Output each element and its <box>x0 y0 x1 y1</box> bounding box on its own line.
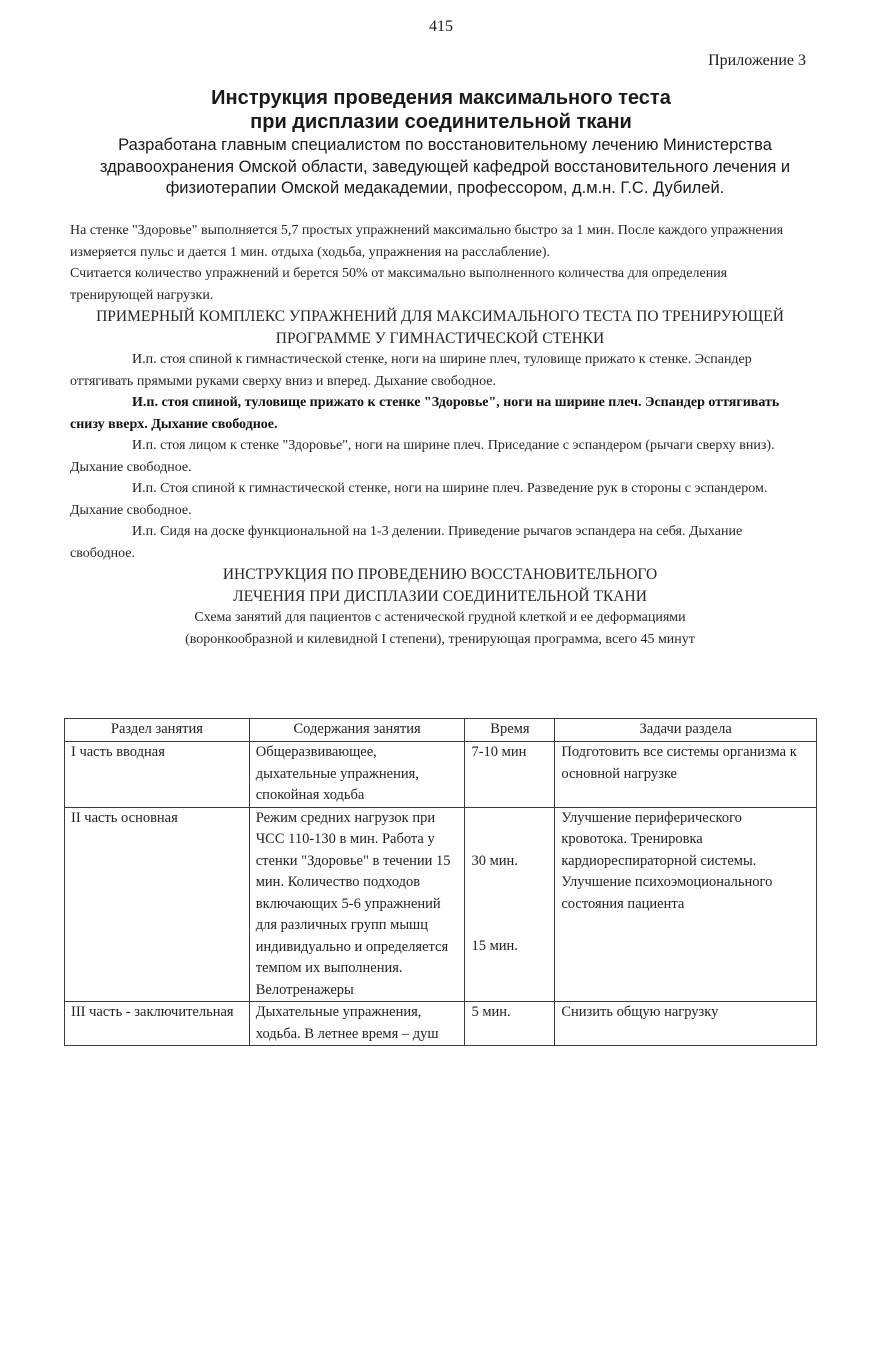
tasks-cell: Улучшение периферического кровотока. Тренировка кардиореспираторной системы. Улучшение психоэмоционального состояния пациента <box>555 807 817 1002</box>
section-cell: III часть - заключительная <box>65 1002 250 1046</box>
table-row <box>65 742 817 808</box>
appendix-label: Приложение 3 <box>708 52 806 69</box>
column-header: Задачи раздела <box>555 719 817 742</box>
table-header-row <box>65 719 817 742</box>
title-line-1: Инструкция проведения максимального теста <box>211 87 671 109</box>
schedule-table <box>64 718 817 1046</box>
document-body <box>70 220 810 650</box>
paragraph-test-description: На стенке "Здоровье" выполняется 5,7 простых упражнений максимально быстро за 1 мин. После каждого упражнения измеряется пульс и дается 1 мин. отдыха (ходьба, упражнения на расслабление). <box>70 223 784 260</box>
exercise-item: И.п. Стоя спиной к гимнастической стенке, ноги на ширине плеч. Разведение рук в стороны с эспандером. Дыхание свободное. <box>70 481 768 518</box>
exercise-item: И.п. стоя спиной, туловище прижато к стенке "Здоровье", ноги на ширине плеч. Эспандер оттягивать снизу вверх. Дыхание свободное. <box>70 395 780 432</box>
paragraph-load-calculation: Считается количество упражнений и берется 50% от максимально выполненного количества для определения тренирующей нагрузки. <box>70 266 728 303</box>
table-row <box>65 1002 817 1046</box>
time-cell <box>465 807 555 1002</box>
exercise-item: И.п. стоя лицом к стенке "Здоровье", ноги на ширине плеч. Приседание с эспандером (рычаги сверху вниз). Дыхание свободное. <box>70 438 775 475</box>
section-cell: II часть основная <box>65 807 250 1002</box>
time-cell <box>465 742 555 808</box>
instruction-heading-line-2: ЛЕЧЕНИЯ ПРИ ДИСПЛАЗИИ СОЕДИНИТЕЛЬНОЙ ТКАНИ <box>233 587 647 605</box>
time-value: 30 мин. <box>471 852 518 869</box>
page-number: 415 <box>429 18 453 35</box>
exercise-item: И.п. стоя спиной к гимнастической стенке, ноги на ширине плеч, туловище прижато к стенке. Эспандер оттягивать прямыми руками сверху вниз и вперед. Дыхание свободное. <box>70 352 752 389</box>
document-title <box>0 86 882 134</box>
column-header: Содержания занятия <box>249 719 465 742</box>
time-cell <box>465 1002 555 1046</box>
time-value: 5 мин. <box>471 1004 511 1020</box>
column-header: Раздел занятия <box>65 719 250 742</box>
table-row <box>65 807 817 1002</box>
complex-heading: ПРИМЕРНЫЙ КОМПЛЕКС УПРАЖНЕНИЙ ДЛЯ МАКСИМАЛЬНОГО ТЕСТА ПО ТРЕНИРУЮЩЕЙ ПРОГРАММЕ У ГИМНАСТИЧЕСКОЙ СТЕНКИ <box>96 308 784 347</box>
content-cell: Дыхательные упражнения, ходьба. В летнее время – душ <box>249 1002 465 1046</box>
scheme-line-2: (воронкообразной и килевидной I степени), тренирующая программа, всего 45 минут <box>185 631 695 647</box>
tasks-cell: Снизить общую нагрузку <box>555 1002 817 1046</box>
author-note: Разработана главным специалистом по восстановительному лечению Министерства здравоохранения Омской области, заведующей кафедрой восстановительного лечения и физиотерапии Омской медакадемии, профессором, д.м.н. Г.С. Дубилей. <box>99 136 791 197</box>
section-cell: I часть вводная <box>65 742 250 808</box>
instruction-heading-line-1: ИНСТРУКЦИЯ ПО ПРОВЕДЕНИЮ ВОССТАНОВИТЕЛЬНОГО <box>222 566 658 583</box>
content-cell: Режим средних нагрузок при ЧСС 110-130 в мин. Работа у стенки "Здоровье" в течении 15 мин. Количество подходов включающих 5-6 упражнений для различных групп мышц индивидуально и определяется темпом их выполнения. Велотренажеры <box>249 807 465 1002</box>
content-cell: Общеразвивающее, дыхательные упражнения, спокойная ходьба <box>249 742 465 808</box>
time-value: 7-10 мин <box>471 744 527 760</box>
tasks-cell: Подготовить все системы организма к основной нагрузке <box>555 742 817 808</box>
column-header: Время <box>465 719 555 742</box>
time-value: 15 мин. <box>471 938 518 954</box>
title-line-2: при дисплазии соединительной ткани <box>250 111 632 133</box>
scheme-line-1: Схема занятий для пациентов с астенической грудной клеткой и ее деформациями <box>194 610 686 625</box>
exercise-item: И.п. Сидя на доске функциональной на 1-3 делении. Приведение рычагов эспандера на себя. Дыхание свободное. <box>70 524 743 561</box>
